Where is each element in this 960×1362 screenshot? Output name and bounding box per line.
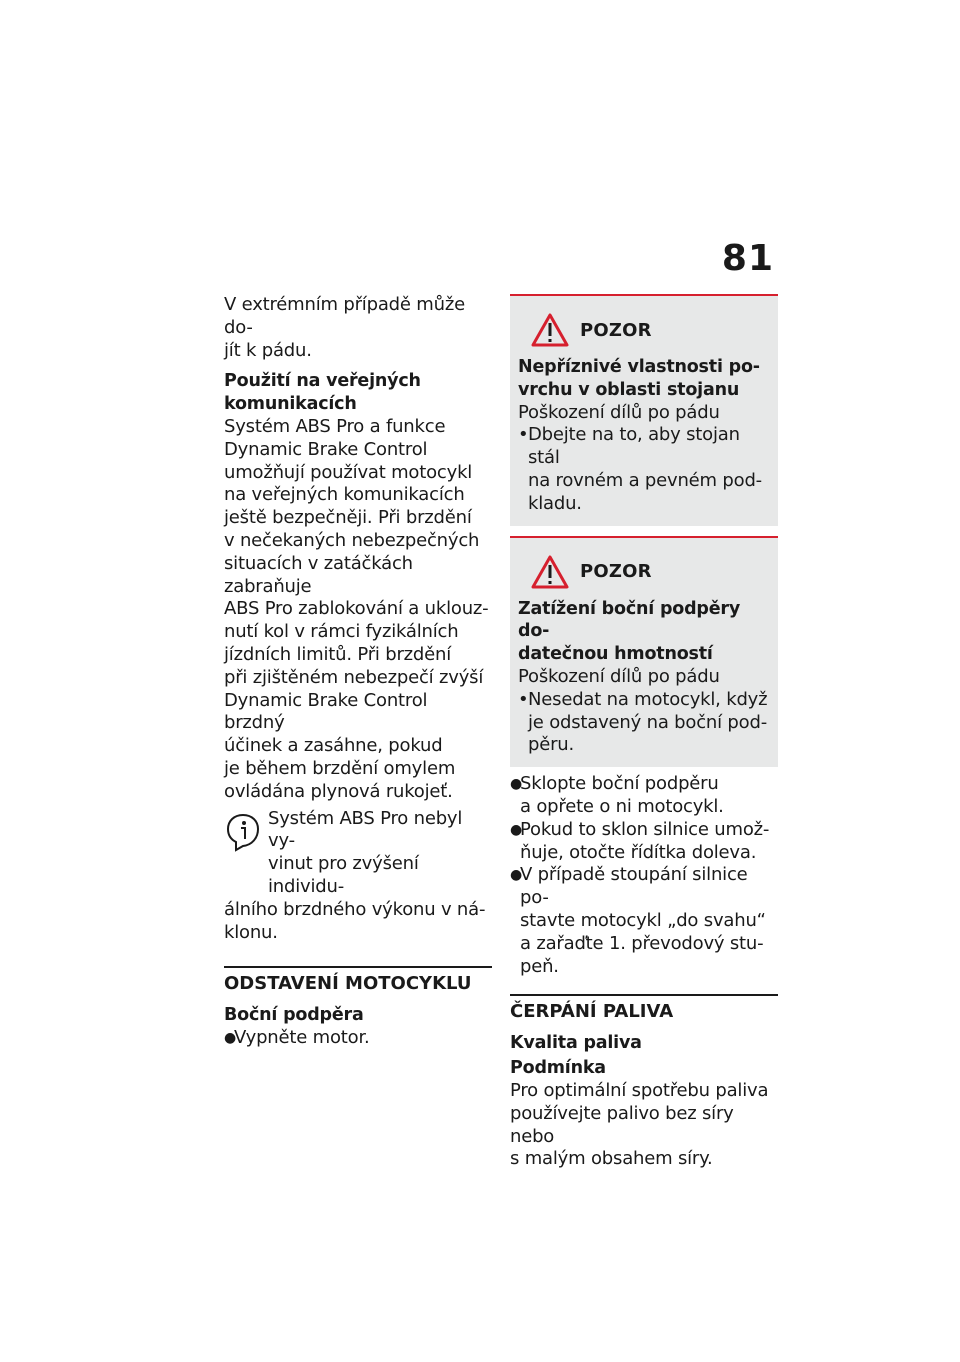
- text-line: Systém ABS Pro nebyl vy-: [268, 807, 463, 852]
- fuel-paragraph: [510, 1080, 778, 1171]
- text-line: Dbejte na to, aby stojan stál: [528, 424, 740, 469]
- heading-line: Nepříznivé vlastnosti po-: [518, 357, 760, 377]
- side-stand-heading: Boční podpěra: [224, 1005, 364, 1026]
- warning-triangle-icon: [530, 554, 570, 590]
- text-line: jízdních limitů. Při brzdění: [224, 643, 452, 665]
- text-line: V případě stoupání silnice po-: [520, 864, 748, 909]
- warning-consequence: Poškození dílů po pádu: [518, 665, 720, 687]
- heading-line: Použití na veřejných: [224, 371, 421, 392]
- heading-line: datečnou hmotností: [518, 644, 713, 665]
- text-line: peň.: [520, 955, 559, 977]
- warning-heading: [518, 598, 770, 666]
- warning-header: [518, 310, 770, 350]
- text-line: ABS Pro zablokování a uklouz-: [224, 598, 489, 620]
- text-line: nutí kol v rámci fyzikálních: [224, 621, 459, 643]
- bullet-icon: ●: [510, 776, 523, 793]
- text-line: Pokud to sklon silnice umož-: [520, 818, 770, 840]
- section-title-fuel: ČERPÁNÍ PALIVA: [510, 994, 778, 1024]
- warning-heading: [518, 356, 770, 402]
- warning-bullet: [518, 424, 770, 515]
- fuel-quality-heading: Kvalita paliva: [510, 1033, 642, 1054]
- public-roads-heading: [224, 370, 492, 416]
- text-line: na rovném a pevném pod-: [528, 469, 762, 491]
- bullet-icon: ●: [510, 821, 523, 838]
- info-icon: [224, 812, 262, 854]
- warning-triangle-icon: [530, 312, 570, 348]
- warning-bullet: [518, 689, 770, 757]
- text-line: klonu.: [224, 921, 278, 943]
- text-line: pěru.: [528, 734, 575, 756]
- text-line: účinek a zasáhne, pokud: [224, 735, 443, 757]
- bullet-icon: ●: [510, 867, 523, 884]
- text-line: a zařaďte 1. převodový stu-: [520, 932, 764, 954]
- text-line: Sklopte boční podpěru: [520, 773, 719, 795]
- text-line: v nečekaných nebezpečných: [224, 529, 480, 551]
- text-line: a opřete o ni motocykl.: [520, 795, 724, 817]
- warning-header: [518, 552, 770, 592]
- text-line: při zjištěném nebezpečí zvýší: [224, 666, 484, 688]
- warning-box: [510, 536, 778, 768]
- text-line: situacích v zatáčkách zabraňuje: [224, 552, 413, 597]
- left-column: [224, 294, 492, 1050]
- text-line: používejte palivo bez síry nebo: [510, 1102, 734, 1147]
- text-line: Systém ABS Pro a funkce: [224, 415, 446, 437]
- text-line: Pro optimální spotřebu paliva: [510, 1079, 769, 1101]
- warning-box: [510, 294, 778, 526]
- text-line: je odstavený na boční pod-: [528, 711, 767, 733]
- warning-label: POZOR: [580, 319, 652, 341]
- intro-paragraph: [224, 294, 492, 362]
- condition-heading: Podmínka: [510, 1058, 606, 1079]
- text-line: ňuje, otočte řídítka doleva.: [520, 841, 757, 863]
- text-line: ovládána plynová rukojeť.: [224, 780, 453, 802]
- steps-list: [510, 773, 778, 978]
- text-line: V extrémním případě může do-: [224, 294, 465, 338]
- section-title-parking: ODSTAVENÍ MOTOCYKLU: [224, 966, 492, 996]
- list-item: [510, 773, 778, 819]
- text-line: ještě bezpečněji. Při brzdění: [224, 507, 472, 529]
- text-line: s malým obsahem síry.: [510, 1148, 713, 1170]
- heading-line: vrchu v oblasti stojanu: [518, 379, 740, 400]
- info-note-continued: [224, 899, 492, 945]
- list-item: [224, 1027, 492, 1050]
- bullet-icon: •: [518, 424, 529, 446]
- text-line: kladu.: [528, 492, 582, 514]
- text-line: jít k pádu.: [224, 339, 312, 361]
- public-roads-paragraph: [224, 416, 492, 804]
- text-line: Dynamic Brake Control: [224, 438, 428, 460]
- list-item: [510, 819, 778, 865]
- list-item-text: Vypněte motor.: [234, 1027, 370, 1049]
- heading-line: Zatížení boční podpěry do-: [518, 598, 741, 642]
- heading-line: komunikacích: [224, 394, 357, 415]
- bullet-icon: ●: [224, 1030, 237, 1047]
- text-line: álního brzdného výkonu v ná-: [224, 898, 486, 920]
- text-line: Dynamic Brake Control brzdný: [224, 689, 428, 734]
- right-column: [510, 294, 778, 1171]
- list-item: [510, 864, 778, 978]
- warning-consequence: Poškození dílů po pádu: [518, 401, 720, 423]
- text-line: stavte motocykl „do svahu“: [520, 909, 766, 931]
- text-line: umožňují používat motocykl: [224, 461, 473, 483]
- page-number: 81: [721, 238, 774, 279]
- text-line: vinut pro zvýšení individu-: [268, 853, 419, 897]
- info-note: [224, 808, 492, 899]
- text-line: na veřejných komunikacích: [224, 484, 465, 506]
- text-line: je během brzdění omylem: [224, 757, 456, 779]
- warning-label: POZOR: [580, 561, 652, 583]
- text-line: Nesedat na motocykl, když: [528, 688, 768, 710]
- bullet-icon: •: [518, 688, 529, 710]
